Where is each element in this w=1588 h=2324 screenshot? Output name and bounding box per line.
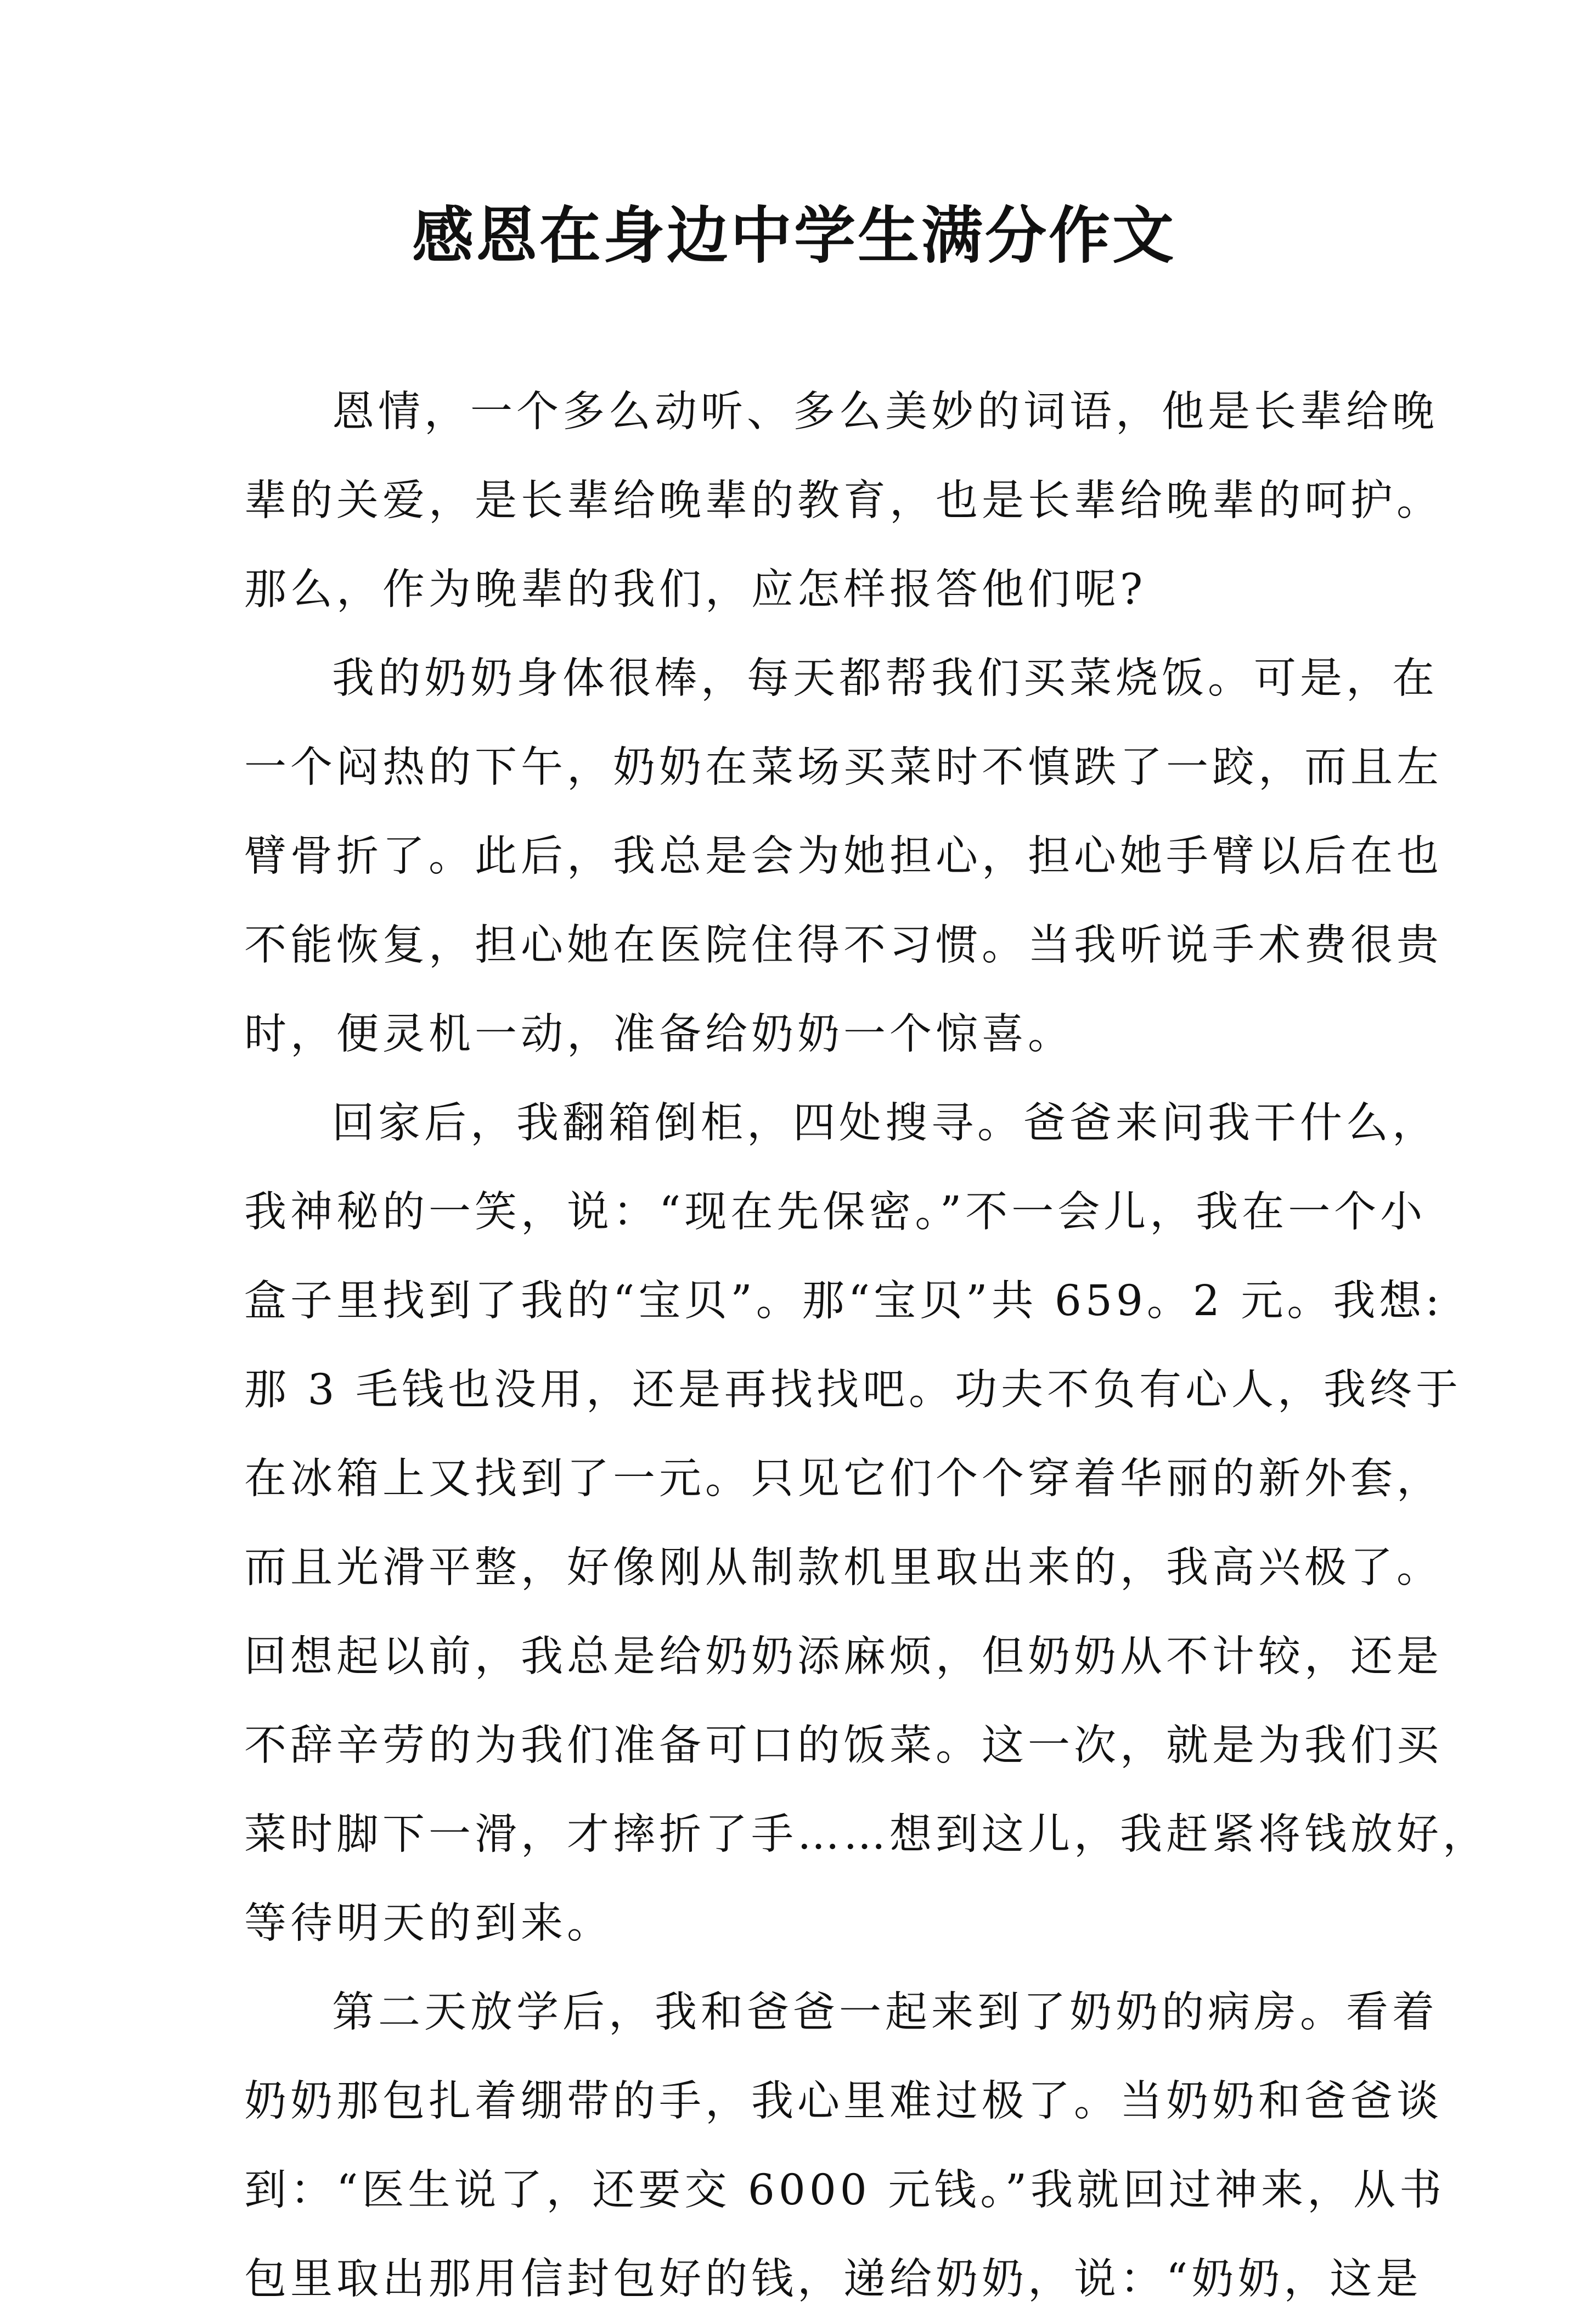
text-line: 到：“医生说了，还要交 6000 元钱。”我就回过神来，从书 — [244, 2166, 1446, 2215]
essay-body — [244, 368, 1489, 2324]
text-line: 等待明天的到来。 — [244, 1899, 613, 1948]
text-line: 那么，作为晚辈的我们，应怎样报答他们呢? — [244, 565, 1147, 614]
text-line: 回想起以前，我总是给奶奶添麻烦，但奶奶从不计较，还是 — [244, 1632, 1443, 1681]
text-line: 回家后，我翻箱倒柜，四处搜寻。爸爸来问我干什么， — [332, 1099, 1438, 1148]
text-line: 不辞辛劳的为我们准备可口的饭菜。这一次，就是为我们买 — [244, 1721, 1443, 1770]
text-line: 而且光滑平整，好像刚从制款机里取出来的，我高兴极了。 — [244, 1543, 1443, 1592]
text-line: 奶奶那包扎着绷带的手，我心里难过极了。当奶奶和爸爸谈 — [244, 2077, 1443, 2126]
text-line: 时，便灵机一动，准备给奶奶一个惊喜。 — [244, 1010, 1074, 1059]
text-line: 辈的关爱，是长辈给晚辈的教育，也是长辈给晚辈的呵护。 — [244, 476, 1443, 525]
text-line: 不能恢复，担心她在医院住得不习惯。当我听说手术费很贵 — [244, 921, 1443, 970]
text-line: 我神秘的一笑，说：“现在先保密。”不一会儿，我在一个小 — [244, 1188, 1427, 1237]
text-line: 菜时脚下一滑，才摔折了手……想到这儿，我赶紧将钱放好， — [244, 1810, 1489, 1859]
text-line: 在冰箱上又找到了一元。只见它们个个穿着华丽的新外套， — [244, 1455, 1443, 1503]
text-line: 那 3 毛钱也没用，还是再找找吧。功夫不负有心人，我终于 — [244, 1366, 1462, 1414]
text-line: 一个闷热的下午，奶奶在菜场买菜时不慎跌了一跤，而且左 — [244, 743, 1443, 792]
text-line: 盒子里找到了我的“宝贝”。那“宝贝”共 659。2 元。我想: — [244, 1277, 1444, 1326]
text-line: 第二天放学后，我和爸爸一起来到了奶奶的病房。看着 — [332, 1988, 1438, 2037]
document-title: 感恩在身边中学生满分作文 — [412, 200, 1176, 272]
text-line: 包里取出那用信封包好的钱，递给奶奶，说：“奶奶，这是 — [244, 2255, 1422, 2304]
text-line: 臂骨折了。此后，我总是会为她担心，担心她手臂以后在也 — [244, 832, 1443, 881]
text-line: 我的奶奶身体很棒，每天都帮我们买菜烧饭。可是，在 — [332, 654, 1438, 703]
text-line: 恩情，一个多么动听、多么美妙的词语，他是长辈给晚 — [332, 388, 1438, 436]
